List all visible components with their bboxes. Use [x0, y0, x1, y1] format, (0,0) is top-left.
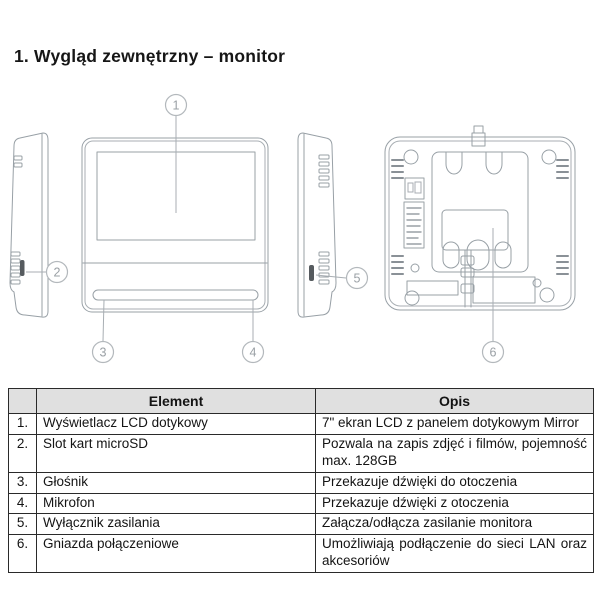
table-row	[9, 472, 594, 493]
cell-opis: Przekazuje dźwięki z otoczenia	[316, 493, 594, 514]
microsd-slot	[20, 260, 25, 276]
header-opis: Opis	[316, 389, 594, 414]
callout-5-marker	[316, 268, 368, 289]
cell-opis: Załącza/odłącza zasilanie monitora	[316, 514, 594, 535]
header-element: Element	[37, 389, 316, 414]
cell-num: 2.	[9, 434, 37, 472]
callout-2-marker	[26, 262, 68, 283]
info-label	[404, 178, 424, 248]
cell-element: Gniazda połączeniowe	[37, 535, 316, 573]
callout-1-marker	[166, 95, 187, 214]
screw-hole	[404, 150, 418, 164]
front-view	[82, 138, 268, 312]
speaker-mic-slot	[93, 290, 258, 300]
vent-slot-group-bottom	[319, 252, 329, 284]
table-body	[9, 414, 594, 573]
callout-number: 3	[99, 345, 107, 360]
table-row	[9, 414, 594, 435]
side-vent-slot	[14, 163, 22, 167]
table-row	[9, 434, 594, 472]
cell-num: 5.	[9, 514, 37, 535]
cell-element: Wyłącznik zasilania	[37, 514, 316, 535]
callout-number: 5	[353, 271, 361, 286]
screw-hole-small	[411, 264, 419, 272]
cell-element: Slot kart microSD	[37, 434, 316, 472]
side-vent-slot	[14, 156, 22, 160]
speaker-vent-group	[11, 252, 20, 284]
cell-opis: Pozwala na zapis zdjęć i filmów, pojemność max. 128GB	[316, 434, 594, 472]
cell-element: Mikrofon	[37, 493, 316, 514]
page-title: 1. Wygląd zewnętrzny – monitor	[14, 46, 286, 66]
cell-num: 6.	[9, 535, 37, 573]
callout-6-marker	[483, 228, 504, 363]
cell-element: Głośnik	[37, 472, 316, 493]
parts-table	[8, 388, 594, 573]
vent-slot-group-top	[319, 155, 329, 187]
table-row	[9, 535, 594, 573]
cell-opis: Przekazuje dźwięki do otoczenia	[316, 472, 594, 493]
cell-num: 4.	[9, 493, 37, 514]
back-view	[385, 126, 575, 310]
cell-opis: Umożliwiają podłączenie do sieci LAN oraz akcesoriów	[316, 535, 594, 573]
callout-number: 6	[489, 345, 497, 360]
callout-number: 1	[172, 98, 180, 113]
table-row	[9, 514, 594, 535]
table-row	[9, 493, 594, 514]
monitor-diagram	[0, 88, 610, 380]
screw-hole-small	[533, 279, 541, 287]
header-num-cell	[9, 389, 37, 414]
cell-opis: 7" ekran LCD z panelem dotykowym Mirror	[316, 414, 594, 435]
callout-number: 4	[249, 345, 257, 360]
mounting-plate	[432, 152, 528, 272]
table-header-row	[9, 389, 594, 414]
connection-recess	[473, 277, 535, 303]
label-slot	[407, 281, 458, 295]
side-view-right	[298, 133, 336, 317]
cell-num: 3.	[9, 472, 37, 493]
side-view-left	[10, 133, 48, 317]
back-vents	[392, 160, 568, 274]
screw-hole	[542, 150, 556, 164]
cell-element: Wyświetlacz LCD dotykowy	[37, 414, 316, 435]
screw-hole	[540, 288, 554, 302]
callout-number: 2	[53, 265, 61, 280]
power-switch	[309, 265, 314, 281]
cell-num: 1.	[9, 414, 37, 435]
